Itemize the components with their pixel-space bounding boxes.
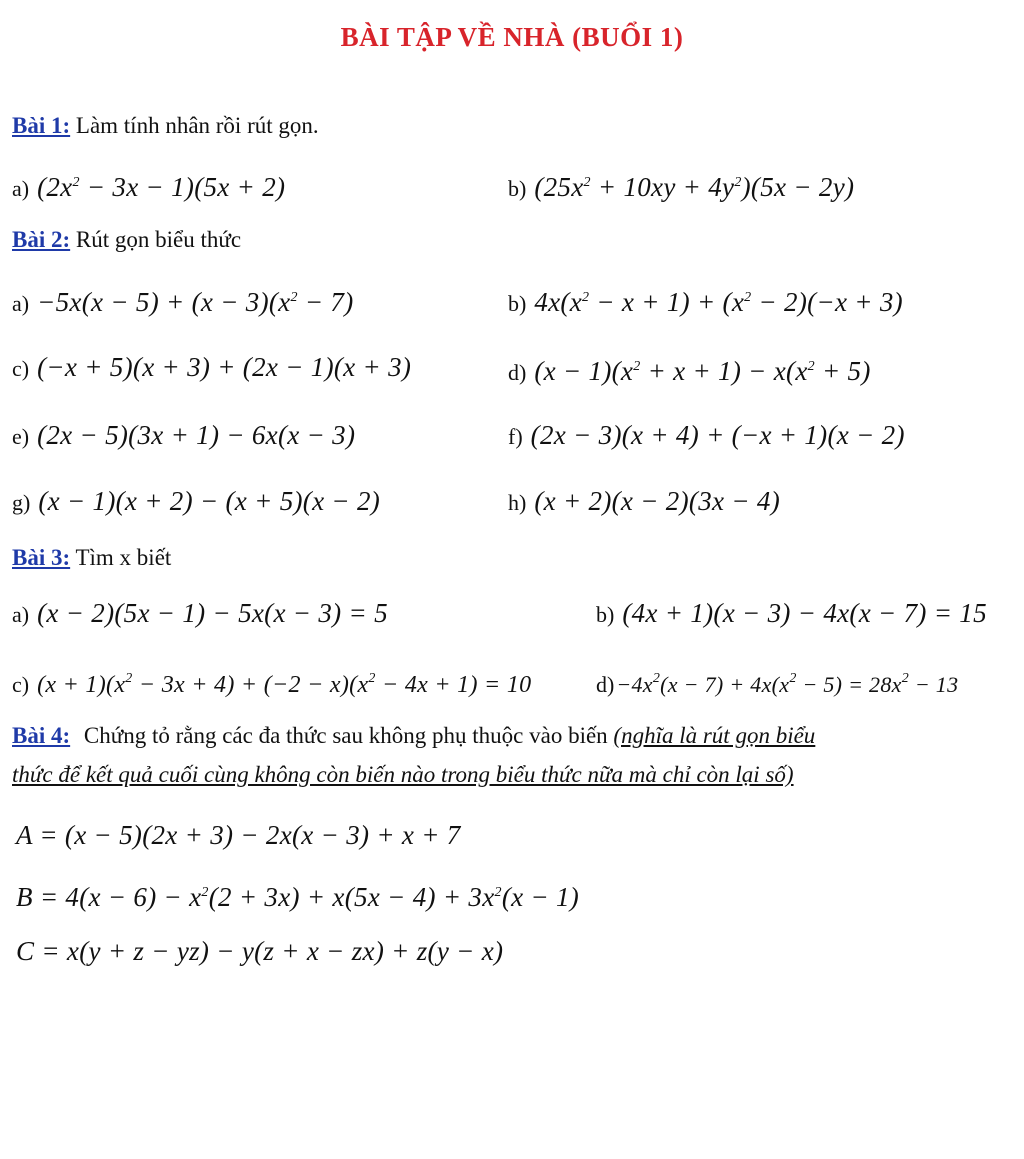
item-label: d)	[508, 360, 527, 385]
exercise-3c	[12, 664, 531, 700]
exercise-2e	[12, 420, 355, 452]
expression: $(2x^2 - 3x - 1)(5x + 2)$	[37, 172, 286, 202]
exercise-1a	[12, 168, 285, 204]
exercise-2h	[508, 486, 780, 518]
exercise-3b	[596, 598, 987, 630]
item-label: g)	[12, 490, 31, 515]
expression: (x − 2)(5x − 1) − 5x(x − 3) = 5	[37, 598, 388, 628]
expression: $(25x^2 + 10xy + 4y^2)(5x - 2y)$	[534, 172, 855, 202]
item-label: b)	[596, 602, 615, 627]
exercise-3-instruction: Tìm x biết	[70, 545, 172, 570]
item-label: e)	[12, 424, 30, 449]
exercise-2g	[12, 486, 380, 518]
expression: $(x - 1)(x^2 + x + 1) - x(x^2 + 5)$	[534, 356, 871, 386]
expression: (2x − 5)(3x + 1) − 6x(x − 3)	[37, 420, 356, 450]
expression: $-5x(x - 5) + (x - 3)(x^2 - 7)$	[37, 287, 354, 317]
expression: C = x(y + z − yz) − y(z + x − zx) + z(y − x)	[16, 936, 504, 966]
exercise-4-instruction: Chứng tỏ rằng các đa thức sau không phụ thuộc vào biến	[78, 723, 614, 748]
exercise-1-instruction: Làm tính nhân rồi rút gọn.	[70, 113, 319, 138]
exercise-2a	[12, 283, 354, 319]
expression: (x + 2)(x − 2)(3x − 4)	[534, 486, 780, 516]
page-title: BÀI TẬP VỀ NHÀ (BUỔI 1)	[340, 22, 684, 52]
exercise-1-label: Bài 1:	[12, 113, 71, 138]
exercise-2c	[12, 352, 411, 384]
item-label: f)	[508, 424, 523, 449]
exercise-4-note-line1: (nghĩa là rút gọn biểu	[613, 723, 816, 748]
item-label: a)	[12, 291, 30, 316]
expression: (−x + 5)(x + 3) + (2x − 1)(x + 3)	[37, 352, 412, 382]
exercise-2f	[508, 420, 905, 452]
item-label: c)	[12, 356, 30, 381]
expression: (2x − 3)(x + 4) + (−x + 1)(x − 2)	[530, 420, 905, 450]
expression: $-4x^2(x - 7) + 4x(x^2 - 5) = 28x^2 - 13$	[616, 671, 959, 697]
expression: $B = 4(x - 6) - x^2(2 + 3x) + x(5x - 4) + 3x^2(x - 1)$	[16, 882, 580, 912]
item-label: b)	[508, 176, 527, 201]
expression: $(x + 1)(x^2 - 3x + 4) + (-2 - x)(x^2 - 4x + 1) = 10$	[37, 671, 532, 698]
item-label: c)	[12, 672, 30, 697]
exercise-3a	[12, 598, 388, 630]
expression: A = (x − 5)(2x + 3) − 2x(x − 3) + x + 7	[16, 820, 461, 850]
exercise-2-instruction: Rút gọn biểu thức	[70, 227, 242, 252]
item-label: h)	[508, 490, 527, 515]
item-label: d)	[596, 672, 615, 697]
item-label: a)	[12, 176, 30, 201]
exercise-1b	[508, 168, 854, 204]
expression: (x − 1)(x + 2) − (x + 5)(x − 2)	[38, 486, 381, 516]
item-label: a)	[12, 602, 30, 627]
exercise-4-note-line2: thức để kết quả cuối cùng không còn biến nào trong biểu thức nữa mà chỉ còn lại số)	[12, 762, 794, 787]
exercise-3-label: Bài 3:	[12, 545, 71, 570]
exercise-4-heading	[12, 722, 815, 750]
expression-b	[16, 878, 579, 914]
expression-c	[16, 936, 503, 968]
expression: $4x(x^2 - x + 1) + (x^2 - 2)(-x + 3)$	[534, 287, 903, 317]
exercise-2b	[508, 283, 903, 319]
exercise-3-heading	[12, 544, 171, 572]
exercise-3d	[596, 664, 958, 700]
exercise-1-heading	[12, 112, 319, 140]
exercise-2d	[508, 352, 871, 388]
exercise-4-label: Bài 4:	[12, 723, 71, 748]
expression-a	[16, 820, 461, 852]
exercise-2-heading	[12, 226, 241, 254]
expression: (4x + 1)(x − 3) − 4x(x − 7) = 15	[622, 598, 987, 628]
exercise-2-label: Bài 2:	[12, 227, 71, 252]
item-label: b)	[508, 291, 527, 316]
